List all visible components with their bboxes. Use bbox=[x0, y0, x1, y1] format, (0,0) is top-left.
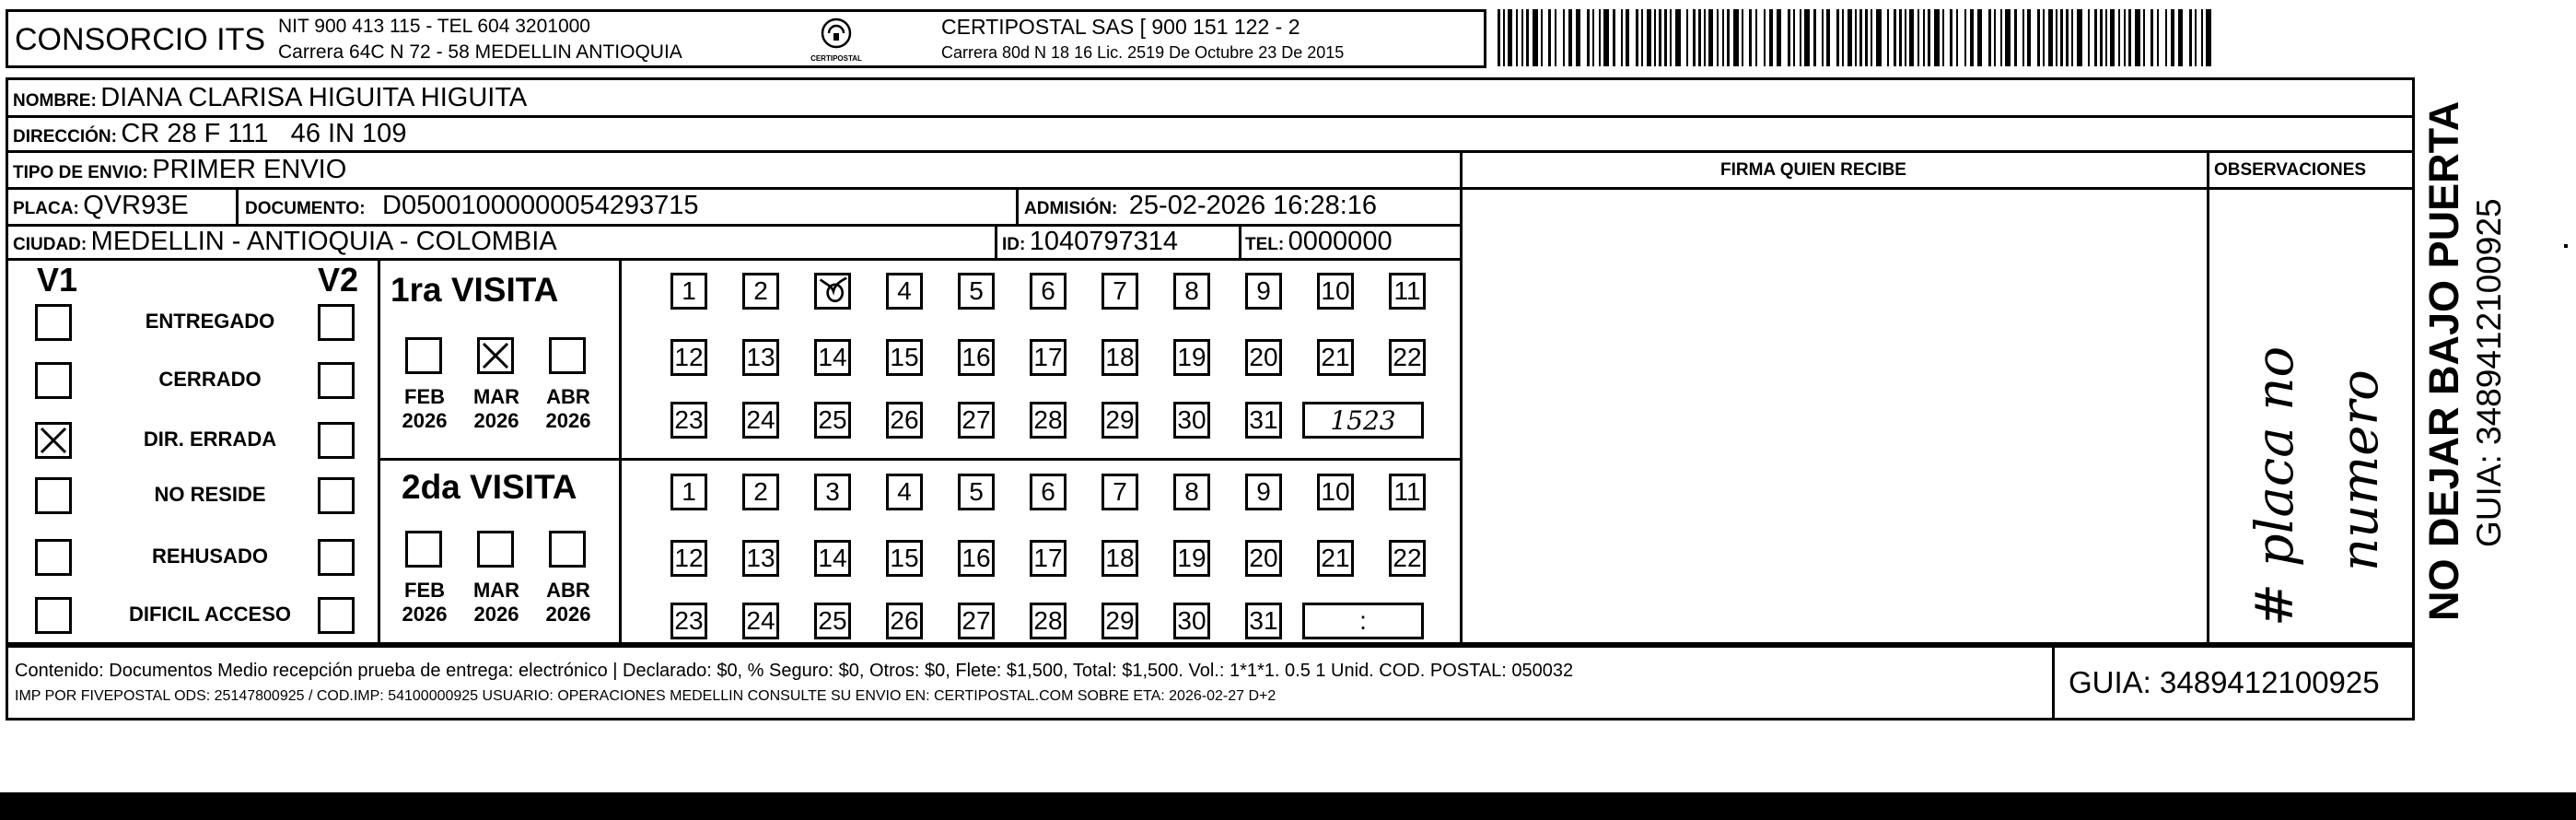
visit2-month-checkbox[interactable] bbox=[477, 531, 514, 568]
barcode-bar bbox=[1755, 9, 1757, 66]
barcode-bar bbox=[1654, 9, 1656, 66]
visit1-day-box[interactable]: 10 bbox=[1317, 273, 1354, 310]
visit2-day-box[interactable]: 4 bbox=[886, 474, 923, 510]
visit2-day-box[interactable]: 14 bbox=[814, 540, 851, 577]
barcode-bar bbox=[1576, 9, 1580, 66]
carrier-line: CERTIPOSTAL SAS [ 900 151 122 - 2 bbox=[941, 15, 1300, 39]
status-label: DIR. ERRADA bbox=[143, 428, 277, 451]
document-number: D05001000000054293715 bbox=[382, 191, 699, 220]
form-frame bbox=[6, 77, 2415, 645]
visit2-day-box[interactable]: 13 bbox=[742, 540, 779, 577]
visit1-month-label: ABR bbox=[546, 385, 590, 408]
barcode-bar bbox=[1865, 9, 1868, 66]
barcode-bar bbox=[2189, 9, 2192, 66]
v2-checkbox[interactable] bbox=[318, 362, 355, 399]
barcode-bar bbox=[2022, 9, 2024, 66]
barcode-bar bbox=[1905, 9, 1906, 66]
plate: QVR93E bbox=[83, 191, 189, 220]
barcode-bar bbox=[2206, 9, 2211, 66]
barcode-bar bbox=[1928, 9, 1930, 66]
v1-checkbox[interactable] bbox=[35, 304, 72, 341]
barcode-bar bbox=[2060, 9, 2063, 66]
barcode-bar bbox=[2165, 9, 2167, 66]
visit1-day-box[interactable]: 13 bbox=[742, 339, 779, 376]
visit2-year-label: 2026 bbox=[402, 603, 448, 626]
visit1-day-box[interactable]: 20 bbox=[1245, 339, 1282, 376]
visit1-day-box[interactable]: 15 bbox=[886, 339, 923, 376]
barcode-bar bbox=[1670, 9, 1672, 66]
barcode-bar bbox=[1521, 9, 1523, 66]
visit1-day-box[interactable]: 6 bbox=[1030, 273, 1067, 310]
recipient-address: CR 28 F 111 46 IN 109 bbox=[121, 119, 407, 148]
barcode-bar bbox=[2110, 9, 2115, 66]
barcode-bar bbox=[2071, 9, 2073, 66]
visit1-day-box[interactable]: 4 bbox=[886, 273, 923, 310]
barcode-bar bbox=[2100, 9, 2103, 66]
visit1-day-box[interactable]: 1 bbox=[670, 273, 707, 310]
visit2-day-box[interactable]: 1 bbox=[670, 474, 707, 510]
barcode-bar bbox=[1587, 9, 1590, 66]
visit2-day-box[interactable]: 7 bbox=[1102, 474, 1138, 510]
visit2-day-box[interactable]: 10 bbox=[1317, 474, 1354, 510]
status-label: REHUSADO bbox=[152, 545, 268, 568]
barcode-bar bbox=[1664, 9, 1667, 66]
visit2-day-box[interactable]: 5 bbox=[958, 474, 995, 510]
barcode-bar bbox=[1603, 9, 1609, 66]
status-label: ENTREGADO bbox=[145, 310, 275, 333]
status-label: CERRADO bbox=[158, 368, 262, 391]
barcode-bar bbox=[2014, 9, 2017, 66]
visit1-day-box[interactable]: 11 bbox=[1389, 273, 1426, 310]
visit2-day-box[interactable]: 26 bbox=[886, 603, 923, 639]
barcode-bar bbox=[2118, 9, 2120, 66]
visit2-day-box[interactable]: 16 bbox=[958, 540, 995, 577]
visit2-day-box[interactable]: 21 bbox=[1317, 540, 1354, 577]
footer-guia: GUIA: 3489412100925 bbox=[2069, 665, 2380, 699]
visit2-day-box[interactable]: 11 bbox=[1389, 474, 1426, 510]
visit2-day-box[interactable]: 3 bbox=[814, 474, 851, 510]
barcode-bar bbox=[2178, 9, 2183, 66]
barcode-bar bbox=[1592, 9, 1594, 66]
recipient-tel: 0000000 bbox=[1288, 227, 1393, 256]
observations-header: OBSERVACIONES bbox=[2214, 160, 2367, 180]
certipostal-logo bbox=[809, 15, 864, 66]
barcode-bar bbox=[1541, 9, 1543, 66]
visit1-year-label: 2026 bbox=[473, 409, 519, 432]
status-label: NO RESIDE bbox=[154, 483, 266, 506]
visit1-day-box[interactable]: 12 bbox=[670, 339, 707, 376]
barcode-bar bbox=[1647, 9, 1651, 66]
document-label: DOCUMENTO: bbox=[245, 199, 366, 218]
barcode-bar bbox=[1568, 9, 1572, 66]
barcode-bar bbox=[1613, 9, 1615, 66]
barcode-bar bbox=[1698, 9, 1701, 66]
barcode-bar bbox=[2005, 9, 2011, 66]
visit2-day-box[interactable]: 22 bbox=[1389, 540, 1426, 577]
visit1-day-box[interactable] bbox=[814, 273, 851, 310]
barcode-bar bbox=[1508, 9, 1512, 66]
carrier-address: Carrera 80d N 18 16 Lic. 2519 De Octubre 23 De 2015 bbox=[941, 43, 1345, 62]
v2-checkbox[interactable] bbox=[318, 304, 355, 341]
barcode bbox=[1498, 9, 2207, 66]
barcode-bar bbox=[2077, 9, 2082, 66]
visit2-day-box[interactable]: 27 bbox=[958, 603, 995, 639]
barcode-bar bbox=[1988, 9, 1991, 66]
visit2-day-box[interactable]: 30 bbox=[1173, 603, 1210, 639]
v2-checkbox[interactable] bbox=[318, 477, 355, 514]
v1-label: V1 bbox=[37, 261, 78, 299]
barcode-bar bbox=[1977, 9, 1982, 66]
v2-checkbox[interactable] bbox=[318, 597, 355, 634]
nit-line: NIT 900 413 115 - TEL 604 3201000 bbox=[278, 16, 590, 37]
shipment-type-label: TIPO DE ENVIO: bbox=[13, 163, 148, 182]
visit1-day-box[interactable]: 17 bbox=[1030, 339, 1067, 376]
v2-label: V2 bbox=[318, 261, 359, 299]
footer-imp: IMP POR FIVEPOSTAL ODS: 25147800925 / COD.IMP: 54100000925 USUARIO: OPERACIONES MEDELLIN CONSULTE SU ENVIO EN: CERTIPOSTAL.COM SOBRE ETA: 2026-02-27 D+2 bbox=[15, 688, 1276, 704]
barcode-bar bbox=[1717, 9, 1719, 66]
plate-label: PLACA: bbox=[13, 199, 79, 218]
barcode-bar bbox=[1693, 9, 1696, 66]
visit2-day-box[interactable]: 18 bbox=[1102, 540, 1138, 577]
visit2-month-checkbox[interactable] bbox=[405, 531, 442, 568]
visit2-year-label: 2026 bbox=[473, 603, 519, 626]
barcode-bar bbox=[2151, 9, 2153, 66]
visit1-month-checkbox[interactable] bbox=[477, 337, 514, 374]
id-label: ID: bbox=[1002, 235, 1026, 254]
barcode-bar bbox=[2043, 9, 2045, 66]
barcode-bar bbox=[1793, 9, 1795, 66]
visit1-day-box[interactable]: 23 bbox=[670, 402, 707, 439]
visit2-day-box[interactable]: 28 bbox=[1030, 603, 1067, 639]
visit1-day-box[interactable]: 27 bbox=[958, 402, 995, 439]
shipment-type: PRIMER ENVIO bbox=[152, 155, 347, 184]
barcode-bar bbox=[1899, 9, 1902, 66]
barcode-bar bbox=[1503, 9, 1505, 66]
visit1-day-box[interactable]: 16 bbox=[958, 339, 995, 376]
visit2-day-box[interactable]: 23 bbox=[670, 603, 707, 639]
barcode-bar bbox=[1917, 9, 1919, 66]
visit2-month-label: FEB bbox=[404, 579, 445, 602]
barcode-bar bbox=[2000, 9, 2002, 66]
barcode-bar bbox=[1722, 9, 1724, 66]
barcode-bar bbox=[1842, 9, 1844, 66]
observation-line-1: # placa no bbox=[2245, 346, 2305, 627]
barcode-bar bbox=[1641, 9, 1643, 66]
visit1-day-box[interactable]: 2 bbox=[742, 273, 779, 310]
barcode-bar bbox=[2088, 9, 2090, 66]
visit1-day-box[interactable]: 30 bbox=[1173, 402, 1210, 439]
barcode-bar bbox=[1950, 9, 1952, 66]
visit1-time-box[interactable]: 1523 bbox=[1302, 402, 1424, 439]
visit2-day-box[interactable]: 6 bbox=[1030, 474, 1067, 510]
visit2-time-box[interactable]: : bbox=[1302, 603, 1424, 639]
barcode-bar bbox=[2128, 9, 2131, 66]
visit1-day-box[interactable]: 31 bbox=[1245, 402, 1282, 439]
barcode-bar bbox=[1847, 9, 1852, 66]
barcode-bar bbox=[2066, 9, 2069, 66]
visit1-day-box[interactable]: 14 bbox=[814, 339, 851, 376]
visit1-month-label: MAR bbox=[472, 385, 520, 408]
bottom-scan-band bbox=[0, 792, 2576, 820]
visit1-day-box[interactable]: 29 bbox=[1102, 402, 1138, 439]
barcode-bar bbox=[1599, 9, 1601, 66]
admission-label: ADMISIÓN: bbox=[1024, 199, 1118, 218]
v2-checkbox[interactable] bbox=[318, 422, 355, 459]
barcode-bar bbox=[1621, 9, 1623, 66]
barcode-bar bbox=[1964, 9, 1966, 66]
visit2-day-box[interactable]: 8 bbox=[1173, 474, 1210, 510]
v2-checkbox[interactable] bbox=[318, 539, 355, 576]
visit1-title: 1ra VISITA bbox=[390, 271, 559, 309]
barcode-bar bbox=[1836, 9, 1839, 66]
barcode-bar bbox=[1813, 9, 1816, 66]
visit2-day-box[interactable]: 31 bbox=[1245, 603, 1282, 639]
barcode-bar bbox=[2135, 9, 2140, 66]
barcode-bar bbox=[2195, 9, 2197, 66]
visit2-day-box[interactable]: 20 bbox=[1245, 540, 1282, 577]
barcode-bar bbox=[2143, 9, 2145, 66]
barcode-bar bbox=[2094, 9, 2097, 66]
barcode-bar bbox=[2056, 9, 2057, 66]
visit1-day-box[interactable]: 19 bbox=[1173, 339, 1210, 376]
visit1-day-box[interactable]: 22 bbox=[1389, 339, 1426, 376]
barcode-bar bbox=[1533, 9, 1538, 66]
visit1-day-box[interactable]: 7 bbox=[1102, 273, 1138, 310]
barcode-bar bbox=[1909, 9, 1914, 66]
barcode-bar bbox=[2027, 9, 2031, 66]
visit1-day-box[interactable]: 21 bbox=[1317, 339, 1354, 376]
barcode-bar bbox=[1800, 9, 1801, 66]
visit1-day-box[interactable]: 8 bbox=[1173, 273, 1210, 310]
barcode-bar bbox=[1855, 9, 1857, 66]
visit1-year-label: 2026 bbox=[545, 409, 591, 432]
visit2-day-box[interactable]: 29 bbox=[1102, 603, 1138, 639]
admission-date: 25-02-2026 16:28:16 bbox=[1128, 191, 1378, 220]
speck bbox=[2564, 244, 2568, 248]
city: MEDELLIN - ANTIOQUIA - COLOMBIA bbox=[90, 227, 557, 256]
barcode-bar bbox=[1555, 9, 1556, 66]
barcode-bar bbox=[1704, 9, 1706, 66]
barcode-bar bbox=[1876, 9, 1882, 66]
barcode-bar bbox=[1626, 9, 1629, 66]
barcode-bar bbox=[1516, 9, 1518, 66]
barcode-bar bbox=[1563, 9, 1565, 66]
signature-header: FIRMA QUIEN RECIBE bbox=[1720, 160, 1906, 180]
visit2-day-box[interactable]: 24 bbox=[742, 603, 779, 639]
visit1-day-box[interactable]: 24 bbox=[742, 402, 779, 439]
barcode-bar bbox=[2037, 9, 2040, 66]
v1-checkbox[interactable] bbox=[35, 597, 72, 634]
barcode-bar bbox=[1956, 9, 1958, 66]
barcode-bar bbox=[1659, 9, 1661, 66]
barcode-bar bbox=[1994, 9, 1996, 66]
status-label: DIFICIL ACCESO bbox=[128, 603, 291, 626]
barcode-bar bbox=[1923, 9, 1925, 66]
barcode-bar bbox=[1727, 9, 1730, 66]
barcode-bar bbox=[1769, 9, 1773, 66]
barcode-bar bbox=[1498, 9, 1500, 66]
recipient-name: DIANA CLARISA HIGUITA HIGUITA bbox=[100, 83, 528, 112]
barcode-bar bbox=[2157, 9, 2159, 66]
barcode-bar bbox=[1733, 9, 1739, 66]
recipient-id: 1040797314 bbox=[1029, 227, 1179, 256]
barcode-bar bbox=[1887, 9, 1889, 66]
barcode-bar bbox=[2048, 9, 2053, 66]
observation-line-2: numero bbox=[2330, 369, 2390, 571]
visit2-month-label: ABR bbox=[546, 579, 590, 602]
visit2-day-box[interactable]: 12 bbox=[670, 540, 707, 577]
visit1-month-label: FEB bbox=[404, 385, 445, 408]
barcode-bar bbox=[1826, 9, 1830, 66]
city-label: CIUDAD: bbox=[13, 235, 87, 254]
barcode-bar bbox=[1934, 9, 1940, 66]
barcode-bar bbox=[1822, 9, 1824, 66]
footer-contents: Contenido: Documentos Medio recepción prueba de entrega: electrónico | Declarado: $0, % Seguro: $0, Otros: $0, Flete: $1,500, Total: $1,500. Vol.: 1*1*1. 0.5 1 Unid. COD. POSTAL: 050032 bbox=[15, 661, 1574, 681]
visit2-day-box[interactable]: 15 bbox=[886, 540, 923, 577]
visit1-day-box[interactable]: 25 bbox=[814, 402, 851, 439]
visit2-title: 2da VISITA bbox=[402, 468, 577, 506]
barcode-bar bbox=[1686, 9, 1688, 66]
visit2-day-box[interactable]: 25 bbox=[814, 603, 851, 639]
barcode-bar bbox=[1859, 9, 1862, 66]
barcode-bar bbox=[1526, 9, 1529, 66]
barcode-bar bbox=[2201, 9, 2203, 66]
visit2-day-box[interactable]: 2 bbox=[742, 474, 779, 510]
tel-label: TEL: bbox=[1245, 235, 1285, 254]
barcode-bar bbox=[2124, 9, 2126, 66]
visit1-year-label: 2026 bbox=[402, 409, 448, 432]
company-name: CONSORCIO ITS bbox=[15, 22, 266, 57]
barcode-bar bbox=[1636, 9, 1638, 66]
visit2-day-box[interactable]: 9 bbox=[1245, 474, 1282, 510]
barcode-bar bbox=[1777, 9, 1781, 66]
side-guia: GUIA: 3489412100925 bbox=[2470, 198, 2508, 547]
company-address: Carrera 64C N 72 - 58 MEDELLIN ANTIOQUIA bbox=[278, 41, 682, 63]
visit1-day-box[interactable]: 18 bbox=[1102, 339, 1138, 376]
visit2-month-checkbox[interactable] bbox=[549, 531, 586, 568]
logo-text: CERTIPOSTAL bbox=[810, 54, 862, 63]
v1-checkbox[interactable] bbox=[35, 362, 72, 399]
barcode-bar bbox=[1548, 9, 1551, 66]
v1-checkbox[interactable] bbox=[35, 539, 72, 576]
visit2-day-box[interactable]: 19 bbox=[1173, 540, 1210, 577]
barcode-bar bbox=[1749, 9, 1752, 66]
visit1-day-box[interactable]: 5 bbox=[958, 273, 995, 310]
barcode-bar bbox=[1675, 9, 1681, 66]
barcode-bar bbox=[2171, 9, 2174, 66]
visit2-month-label: MAR bbox=[472, 579, 520, 602]
side-notice: NO DEJAR BAJO PUERTA bbox=[2420, 100, 2467, 621]
barcode-bar bbox=[1871, 9, 1872, 66]
visit1-month-checkbox[interactable] bbox=[549, 337, 586, 374]
barcode-bar bbox=[1894, 9, 1896, 66]
visit1-day-box[interactable]: 28 bbox=[1030, 402, 1067, 439]
v1-checkbox[interactable] bbox=[35, 422, 72, 459]
barcode-bar bbox=[2105, 9, 2107, 66]
barcode-bar bbox=[1970, 9, 1974, 66]
visit1-day-box[interactable]: 9 bbox=[1245, 273, 1282, 310]
visit1-month-checkbox[interactable] bbox=[405, 337, 442, 374]
v1-checkbox[interactable] bbox=[35, 477, 72, 514]
name-label: NOMBRE: bbox=[13, 91, 97, 111]
barcode-bar bbox=[1788, 9, 1790, 66]
barcode-bar bbox=[1708, 9, 1713, 66]
visit2-day-box[interactable]: 17 bbox=[1030, 540, 1067, 577]
barcode-bar bbox=[1804, 9, 1810, 66]
visit2-year-label: 2026 bbox=[545, 603, 591, 626]
visit1-day-box[interactable]: 26 bbox=[886, 402, 923, 439]
address-label: DIRECCIÓN: bbox=[13, 127, 117, 146]
barcode-bar bbox=[1742, 9, 1743, 66]
barcode-bar bbox=[1764, 9, 1766, 66]
barcode-bar bbox=[1942, 9, 1944, 66]
